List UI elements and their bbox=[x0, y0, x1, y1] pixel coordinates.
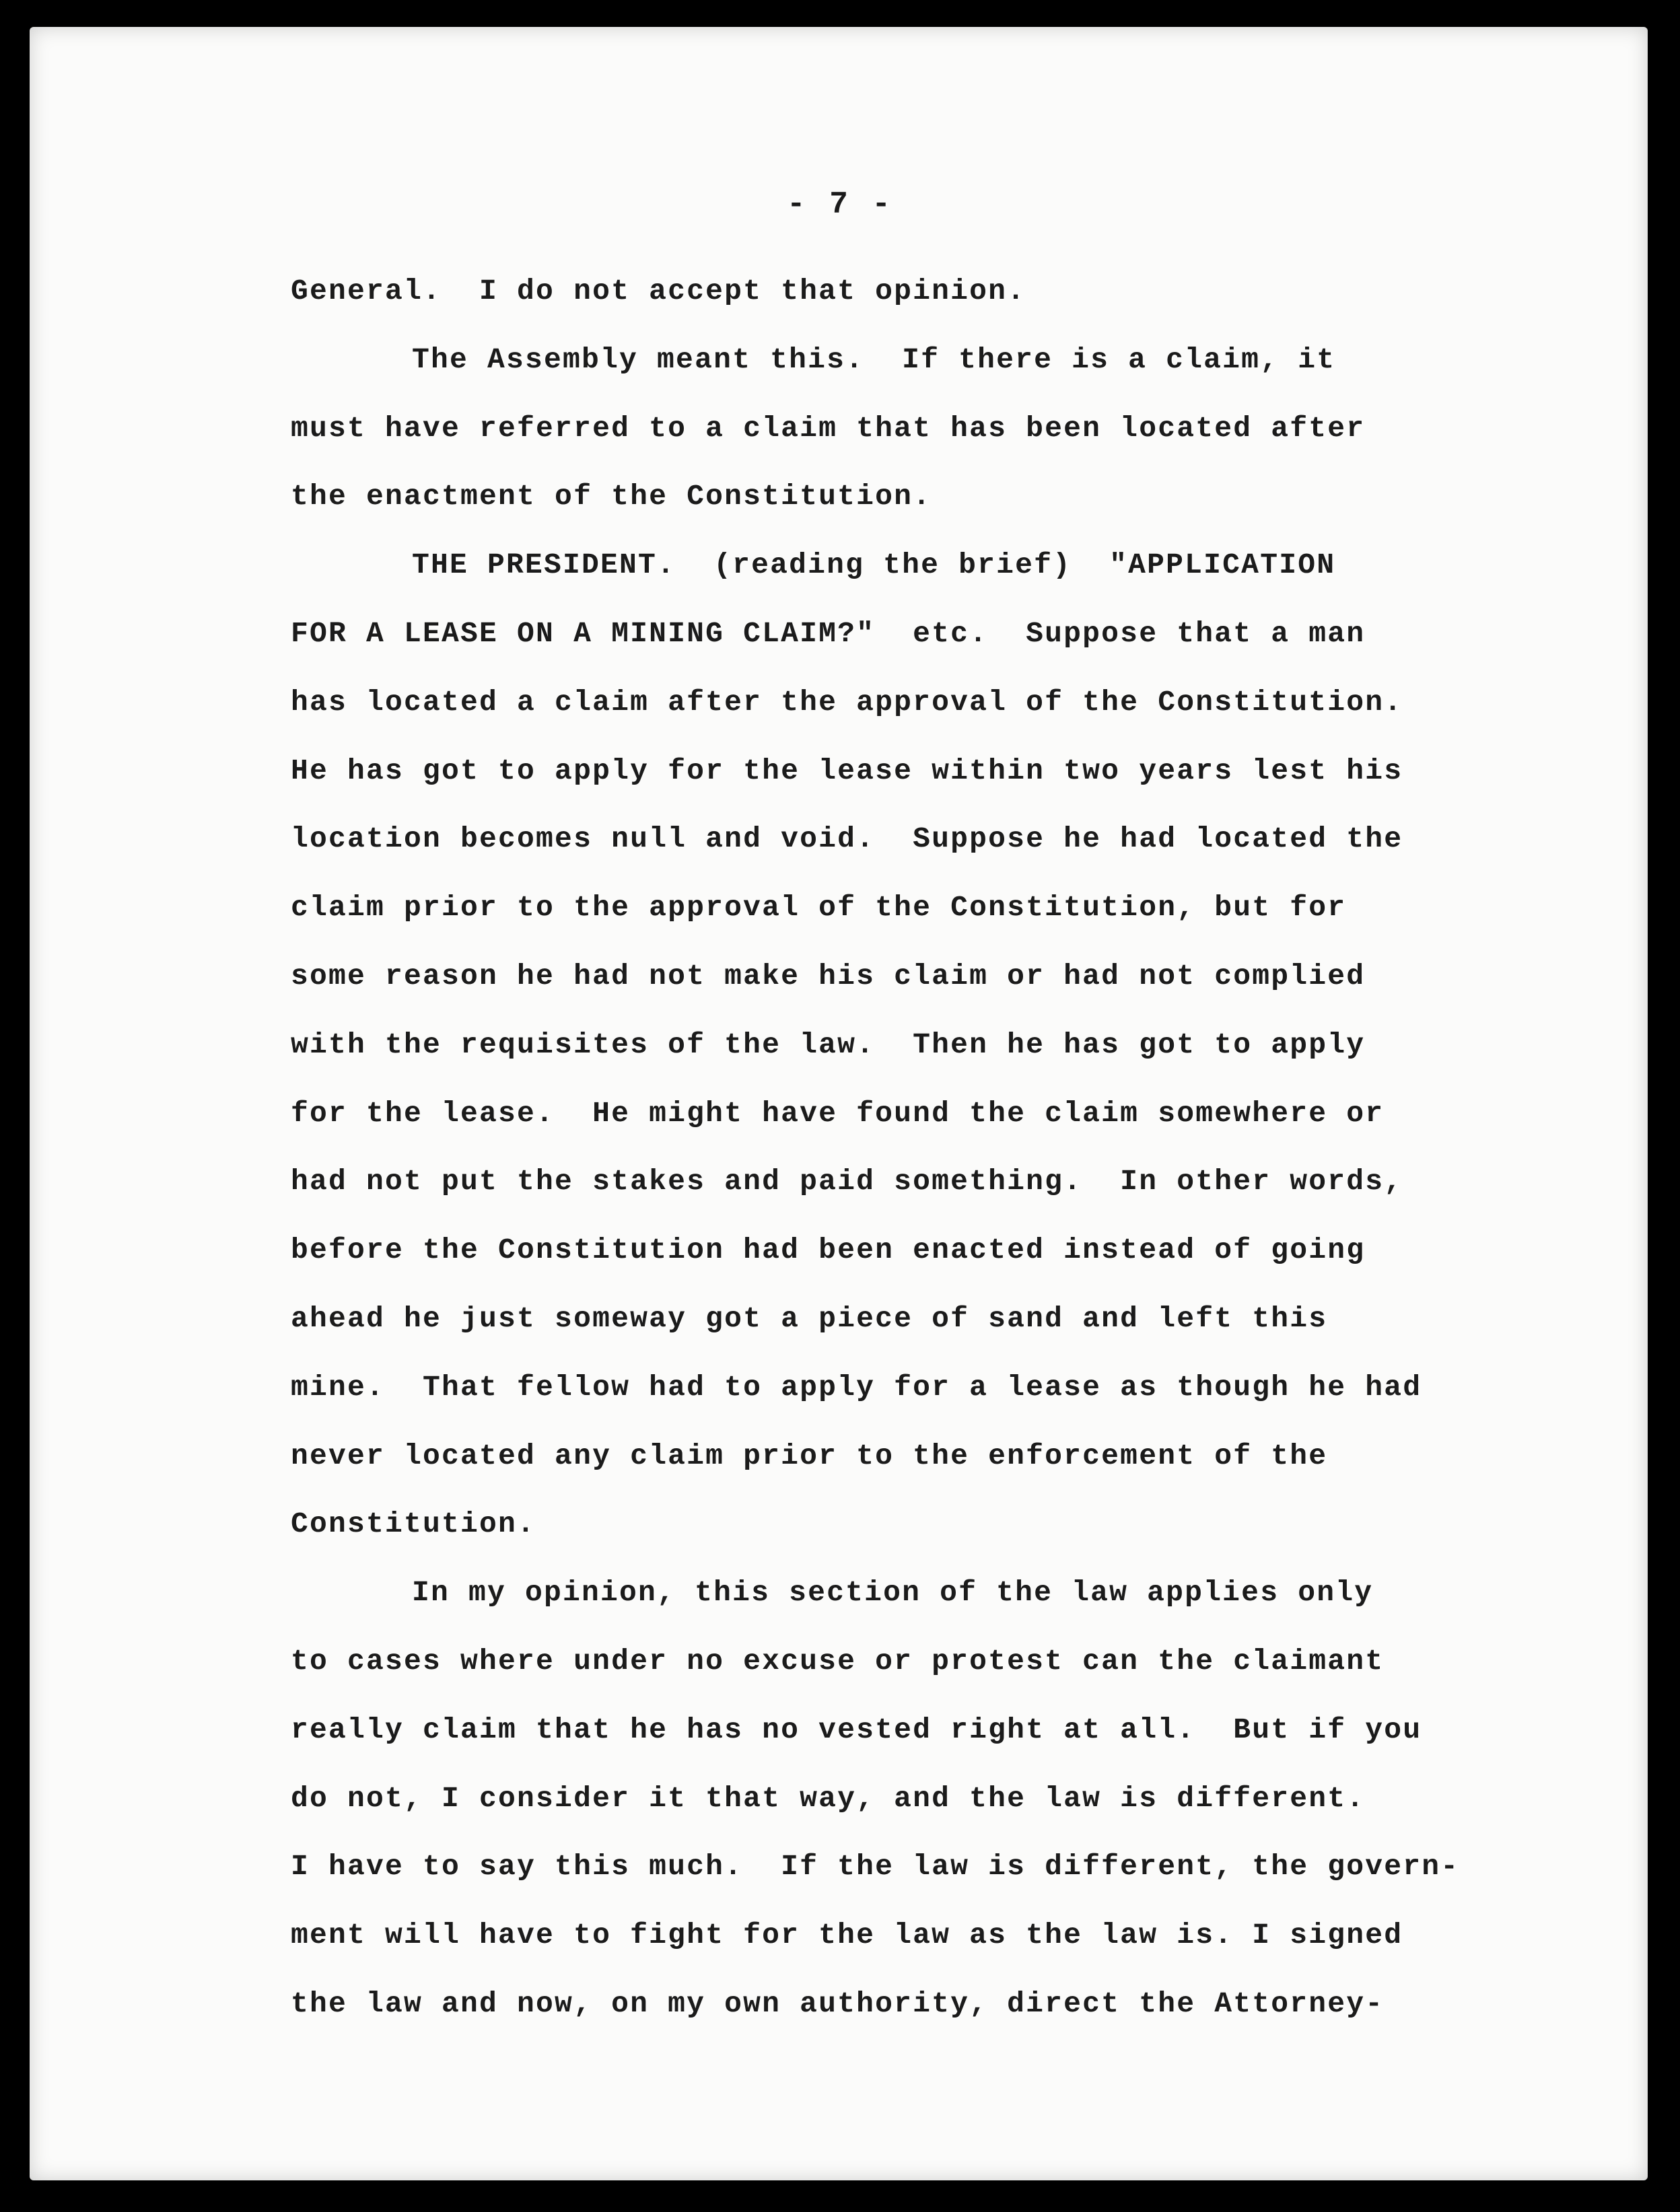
text-line: with the requisites of the law. Then he has got to apply bbox=[291, 1028, 1366, 1061]
text-line: ahead he just someway got a piece of sand and left this bbox=[291, 1301, 1328, 1335]
text-line: In my opinion, this section of the law applies only bbox=[412, 1576, 1374, 1610]
text-line: some reason he had not make his claim or had not complied bbox=[291, 959, 1366, 993]
text-line: for the lease. He might have found the claim somewhere or bbox=[291, 1096, 1385, 1130]
text-line: I have to say this much. If the law is different, the govern- bbox=[291, 1850, 1460, 1884]
text-line: has located a claim after the approval of the Constitution. bbox=[291, 685, 1403, 719]
text-line: mine. That fellow had to apply for a lease as though he had bbox=[291, 1370, 1422, 1404]
text-line: location becomes null and void. Suppose he had located the bbox=[291, 822, 1403, 856]
text-line: ment will have to fight for the law as the law is. I signed bbox=[291, 1919, 1403, 1952]
page-number: - 7 - bbox=[786, 187, 894, 222]
text-line: the enactment of the Constitution. bbox=[291, 480, 932, 513]
text-line: must have referred to a claim that has been located after bbox=[291, 411, 1366, 445]
text-line: had not put the stakes and paid something. In other words, bbox=[291, 1165, 1403, 1199]
text-line: He has got to apply for the lease within two years lest his bbox=[291, 754, 1403, 787]
text-line: really claim that he has no vested right at all. But if you bbox=[291, 1713, 1422, 1746]
text-line: before the Constitution had been enacted instead of going bbox=[291, 1234, 1366, 1267]
text-line: FOR A LEASE ON A MINING CLAIM?" etc. Suppose that a man bbox=[291, 616, 1366, 650]
text-line: do not, I consider it that way, and the law is different. bbox=[291, 1781, 1366, 1815]
text-line: to cases where under no excuse or protest can the claimant bbox=[291, 1644, 1385, 1678]
text-line: never located any claim prior to the enforcement of the bbox=[291, 1439, 1328, 1472]
body-text bbox=[291, 257, 1556, 2038]
text-line: the law and now, on my own authority, direct the Attorney- bbox=[291, 1987, 1385, 2020]
text-line: THE PRESIDENT. (reading the brief) "APPLICATION bbox=[412, 548, 1336, 582]
text-line: Constitution. bbox=[291, 1507, 536, 1541]
text-line: The Assembly meant this. If there is a claim, it bbox=[412, 343, 1336, 376]
text-line: claim prior to the approval of the Constitution, but for bbox=[291, 891, 1347, 925]
text-line: General. I do not accept that opinion. bbox=[291, 275, 1026, 308]
